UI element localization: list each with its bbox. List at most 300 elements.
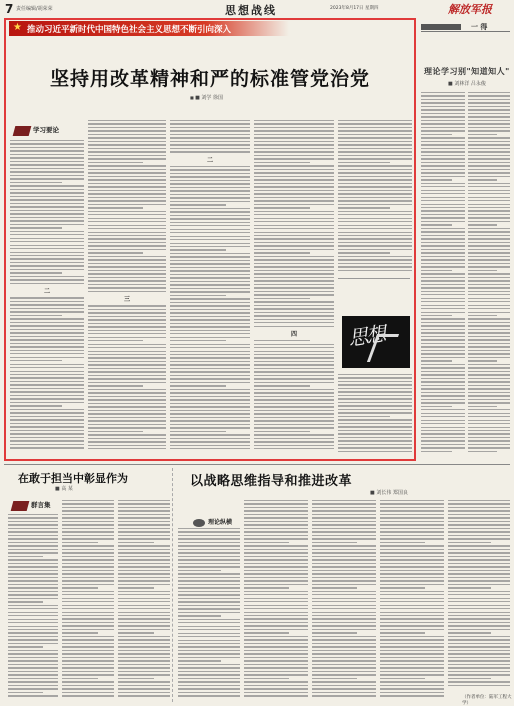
text-line [8,626,58,627]
text-line [170,144,250,145]
text-line [468,308,510,309]
text-line [380,594,444,595]
text-line [421,197,465,198]
text-line [254,186,334,187]
text-line [10,164,84,165]
text-line [118,598,170,599]
text-line [10,217,84,218]
text-line [254,305,334,306]
text-line [10,276,84,277]
text-line [421,92,465,93]
text-line [468,360,497,361]
text-line [244,671,308,672]
text-line [10,175,84,176]
text-line [88,158,166,159]
text-line [254,225,334,226]
text-line [254,399,334,400]
text-line [312,531,376,532]
text-line [380,653,444,654]
text-line [8,521,58,522]
text-line [254,326,334,327]
text-line [178,633,240,634]
text-line [170,288,250,289]
text-line [8,653,58,654]
text-line [244,580,308,581]
text-line [468,155,510,156]
text-line [421,437,465,438]
text-line [338,207,390,208]
text-line [421,228,465,229]
text-line [178,657,240,658]
text-line [10,147,84,148]
text-line [421,451,452,452]
text-line [10,203,84,204]
text-line [312,632,357,633]
newspaper-logo: 解放军报 [448,3,492,16]
banner-text: 推动习近平新时代中国特色社会主义思想不断引向深入 [27,25,232,35]
text-line [118,584,170,585]
text-line [88,441,166,442]
text-line [448,646,510,647]
text-line [380,587,425,588]
text-line [8,591,58,592]
text-line [170,187,250,188]
text-line [338,190,412,191]
text-line [10,189,84,190]
text-line [338,395,412,396]
text-line [421,144,465,145]
text-line [380,514,444,515]
text-line [178,573,240,574]
text-line [254,344,334,345]
text-line [254,385,310,386]
text-line [468,430,510,431]
text-line [10,332,84,333]
text-line [254,252,310,253]
text-line [118,563,170,564]
text-column [338,120,412,276]
text-line [8,639,58,640]
text-line [88,245,166,246]
text-line [178,692,240,693]
text-line [10,224,84,225]
text-line [338,381,412,382]
text-line [468,332,510,333]
text-line [254,200,334,201]
text-line [254,270,334,271]
text-line [8,601,43,602]
text-line [380,615,444,616]
text-line [118,685,170,686]
text-line [170,225,250,226]
text-line [468,385,510,386]
text-line [468,92,510,93]
text-line [178,538,240,539]
text-line [254,120,334,121]
text-line [468,148,510,149]
text-line [421,385,465,386]
text-line [8,636,58,637]
text-line [10,447,84,448]
text-line [10,311,84,312]
text-line [8,531,58,532]
text-line [62,566,114,567]
text-line [448,671,510,672]
text-line [88,165,166,166]
bottom-right-headline: 以战略思维指导和推进改革 [190,474,353,489]
text-line [448,618,510,619]
text-line [338,141,412,142]
text-line [88,259,166,260]
text-line [380,507,444,508]
text-line [10,171,84,172]
text-line [88,134,166,135]
section-heading [12,500,51,511]
text-line [62,639,114,640]
text-line [380,517,444,518]
text-line [380,531,444,532]
text-line [468,245,510,246]
text-line [8,577,58,578]
text-line [244,608,308,609]
text-line [88,399,166,400]
text-line [62,681,114,682]
text-line [380,660,444,661]
text-line [448,549,510,550]
text-line [62,674,114,675]
text-line [178,626,240,627]
text-line [88,337,166,338]
text-line [312,542,357,543]
text-line [244,625,308,626]
text-line [468,381,510,382]
text-line [118,577,170,578]
text-line [178,671,240,672]
sidebar-byline: ■ 刘林洋 吕永俊 [448,81,486,87]
text-line [88,316,166,317]
text-line [468,339,510,340]
text-line [254,291,334,292]
text-line [88,263,166,264]
text-line [10,258,84,259]
text-line [10,157,84,158]
text-line [88,123,166,124]
text-line [421,402,465,403]
text-line [170,249,226,250]
text-line [170,337,250,338]
text-line [10,367,84,368]
text-line [338,228,412,229]
text-line [468,402,510,403]
text-line [312,517,376,518]
text-line [421,427,465,428]
text-line [178,664,240,665]
text-line [10,409,84,410]
text-line [10,430,84,431]
text-line [421,134,452,135]
text-line [88,183,166,184]
text-line [62,643,114,644]
text-line [338,200,412,201]
text-line [380,535,444,536]
text-line [254,176,334,177]
section-numeral: 四 [290,331,297,339]
text-line [338,416,390,417]
text-line [178,695,240,696]
text-line [254,151,334,152]
text-line [88,197,166,198]
text-line [88,354,166,355]
text-line [88,333,166,334]
text-line [170,396,250,397]
text-line [448,605,510,606]
text-line [10,182,62,183]
header-bar [421,24,461,30]
text-line [10,388,84,389]
text-line [170,399,250,400]
text-line [338,130,412,131]
text-line [254,211,334,212]
text-line [10,241,84,242]
text-line [312,643,376,644]
text-line [244,587,289,588]
text-line [178,653,240,654]
text-line [62,622,114,623]
text-line [468,106,510,107]
text-line [10,213,84,214]
text-line [178,584,240,585]
text-line [170,368,250,369]
text-line [421,325,465,326]
text-line [118,605,170,606]
text-line [421,155,465,156]
text-line [380,629,444,630]
text-line [10,374,84,375]
text-line [338,183,412,184]
text-line [448,594,510,595]
text-line [8,542,58,543]
text-line [448,517,510,518]
text-line [88,371,166,372]
text-line [380,556,444,557]
text-line [338,419,412,420]
text-line [118,594,170,595]
text-line [338,423,412,424]
text-line [170,305,250,306]
text-line [380,524,444,525]
text-line [8,632,58,633]
text-line [312,653,376,654]
text-line [468,186,510,187]
text-line [380,625,444,626]
text-line [468,176,510,177]
text-line [312,664,376,665]
text-line [170,176,250,177]
text-line [10,419,84,420]
text-line [338,444,412,445]
text-line [312,545,376,546]
text-line [421,141,465,142]
text-line [62,608,114,609]
text-line [244,584,308,585]
text-line [10,322,84,323]
text-line [468,371,510,372]
text-line [62,542,98,543]
text-line [10,412,84,413]
text-line [118,580,170,581]
text-line [338,165,412,166]
text-column [178,528,240,702]
text-line [244,615,308,616]
text-line [380,601,444,602]
text-line [244,517,308,518]
text-line [421,158,465,159]
text-line [254,127,334,128]
text-line [254,347,334,348]
text-line [178,535,240,536]
text-line [88,291,166,292]
text-line [448,552,510,553]
text-line [10,444,84,445]
text-line [468,228,510,229]
text-line [178,580,240,581]
text-line [448,528,510,529]
text-line [338,433,412,434]
text-line [380,632,425,633]
text-line [170,201,250,202]
text-line [468,329,510,330]
text-line [380,503,444,504]
text-line [118,573,170,574]
text-line [468,144,510,145]
text-line [380,646,444,647]
text-line [170,420,250,421]
text-line [10,364,84,365]
text-line [170,211,250,212]
text-line [62,517,114,518]
text-line [62,528,114,529]
text-line [170,291,250,292]
text-column [88,120,166,456]
text-line [62,650,114,651]
text-line [88,309,166,310]
text-line [421,186,465,187]
text-line [312,566,376,567]
calligraphy-image [342,316,410,368]
text-line [380,643,444,644]
text-line [178,650,240,651]
text-line [254,214,334,215]
text-line [118,524,170,525]
text-line [170,434,250,435]
text-line [178,640,240,641]
text-line [468,172,510,173]
text-line [178,549,240,550]
text-line [88,277,166,278]
text-line [62,503,114,504]
text-line [8,605,58,606]
text-line [468,427,510,428]
text-line [88,424,166,425]
text-line [62,587,98,588]
text-line [10,248,84,249]
text-line [338,426,412,427]
text-line [312,692,376,693]
text-line [118,629,170,630]
text-line [254,417,334,418]
text-line [338,225,412,226]
text-line [448,639,510,640]
text-line [244,528,308,529]
text-line [118,657,170,658]
text-line [170,218,250,219]
text-line [421,116,465,117]
text-line [10,178,84,179]
text-line [178,566,240,567]
text-line [380,612,444,613]
text-line [448,685,510,686]
text-line [118,503,170,504]
text-line [380,538,444,539]
text-line [88,284,166,285]
text-line [118,559,170,560]
text-line [10,391,84,392]
text-line [448,531,510,532]
text-line [338,155,412,156]
text-line [254,354,334,355]
text-line [338,252,390,253]
text-line [254,155,334,156]
text-line [170,270,250,271]
text-line [88,351,166,352]
text-line [170,364,250,365]
text-line [468,183,510,184]
text-line [10,405,62,406]
text-line [448,521,510,522]
text-line [88,211,166,212]
text-line [88,144,166,145]
text-line [380,685,444,686]
text-line [254,441,334,442]
text-line [10,433,84,434]
text-line [421,332,465,333]
text-line [170,403,250,404]
text-line [8,615,58,616]
text-line [421,395,465,396]
text-line [380,570,444,571]
text-line [468,437,510,438]
text-line [254,445,334,446]
text-column [468,92,510,458]
text-line [448,674,510,675]
text-line [468,141,510,142]
text-line [88,155,166,156]
text-line [244,563,308,564]
text-line [170,406,250,407]
text-line [244,688,308,689]
text-line [62,580,114,581]
text-line [338,218,412,219]
text-line [380,681,444,682]
text-line [88,392,166,393]
text-line [8,563,58,564]
text-line [421,399,465,400]
text-line [88,312,166,313]
text-line [8,584,58,585]
text-line [448,660,510,661]
text-line [118,538,170,539]
text-line [244,636,308,637]
